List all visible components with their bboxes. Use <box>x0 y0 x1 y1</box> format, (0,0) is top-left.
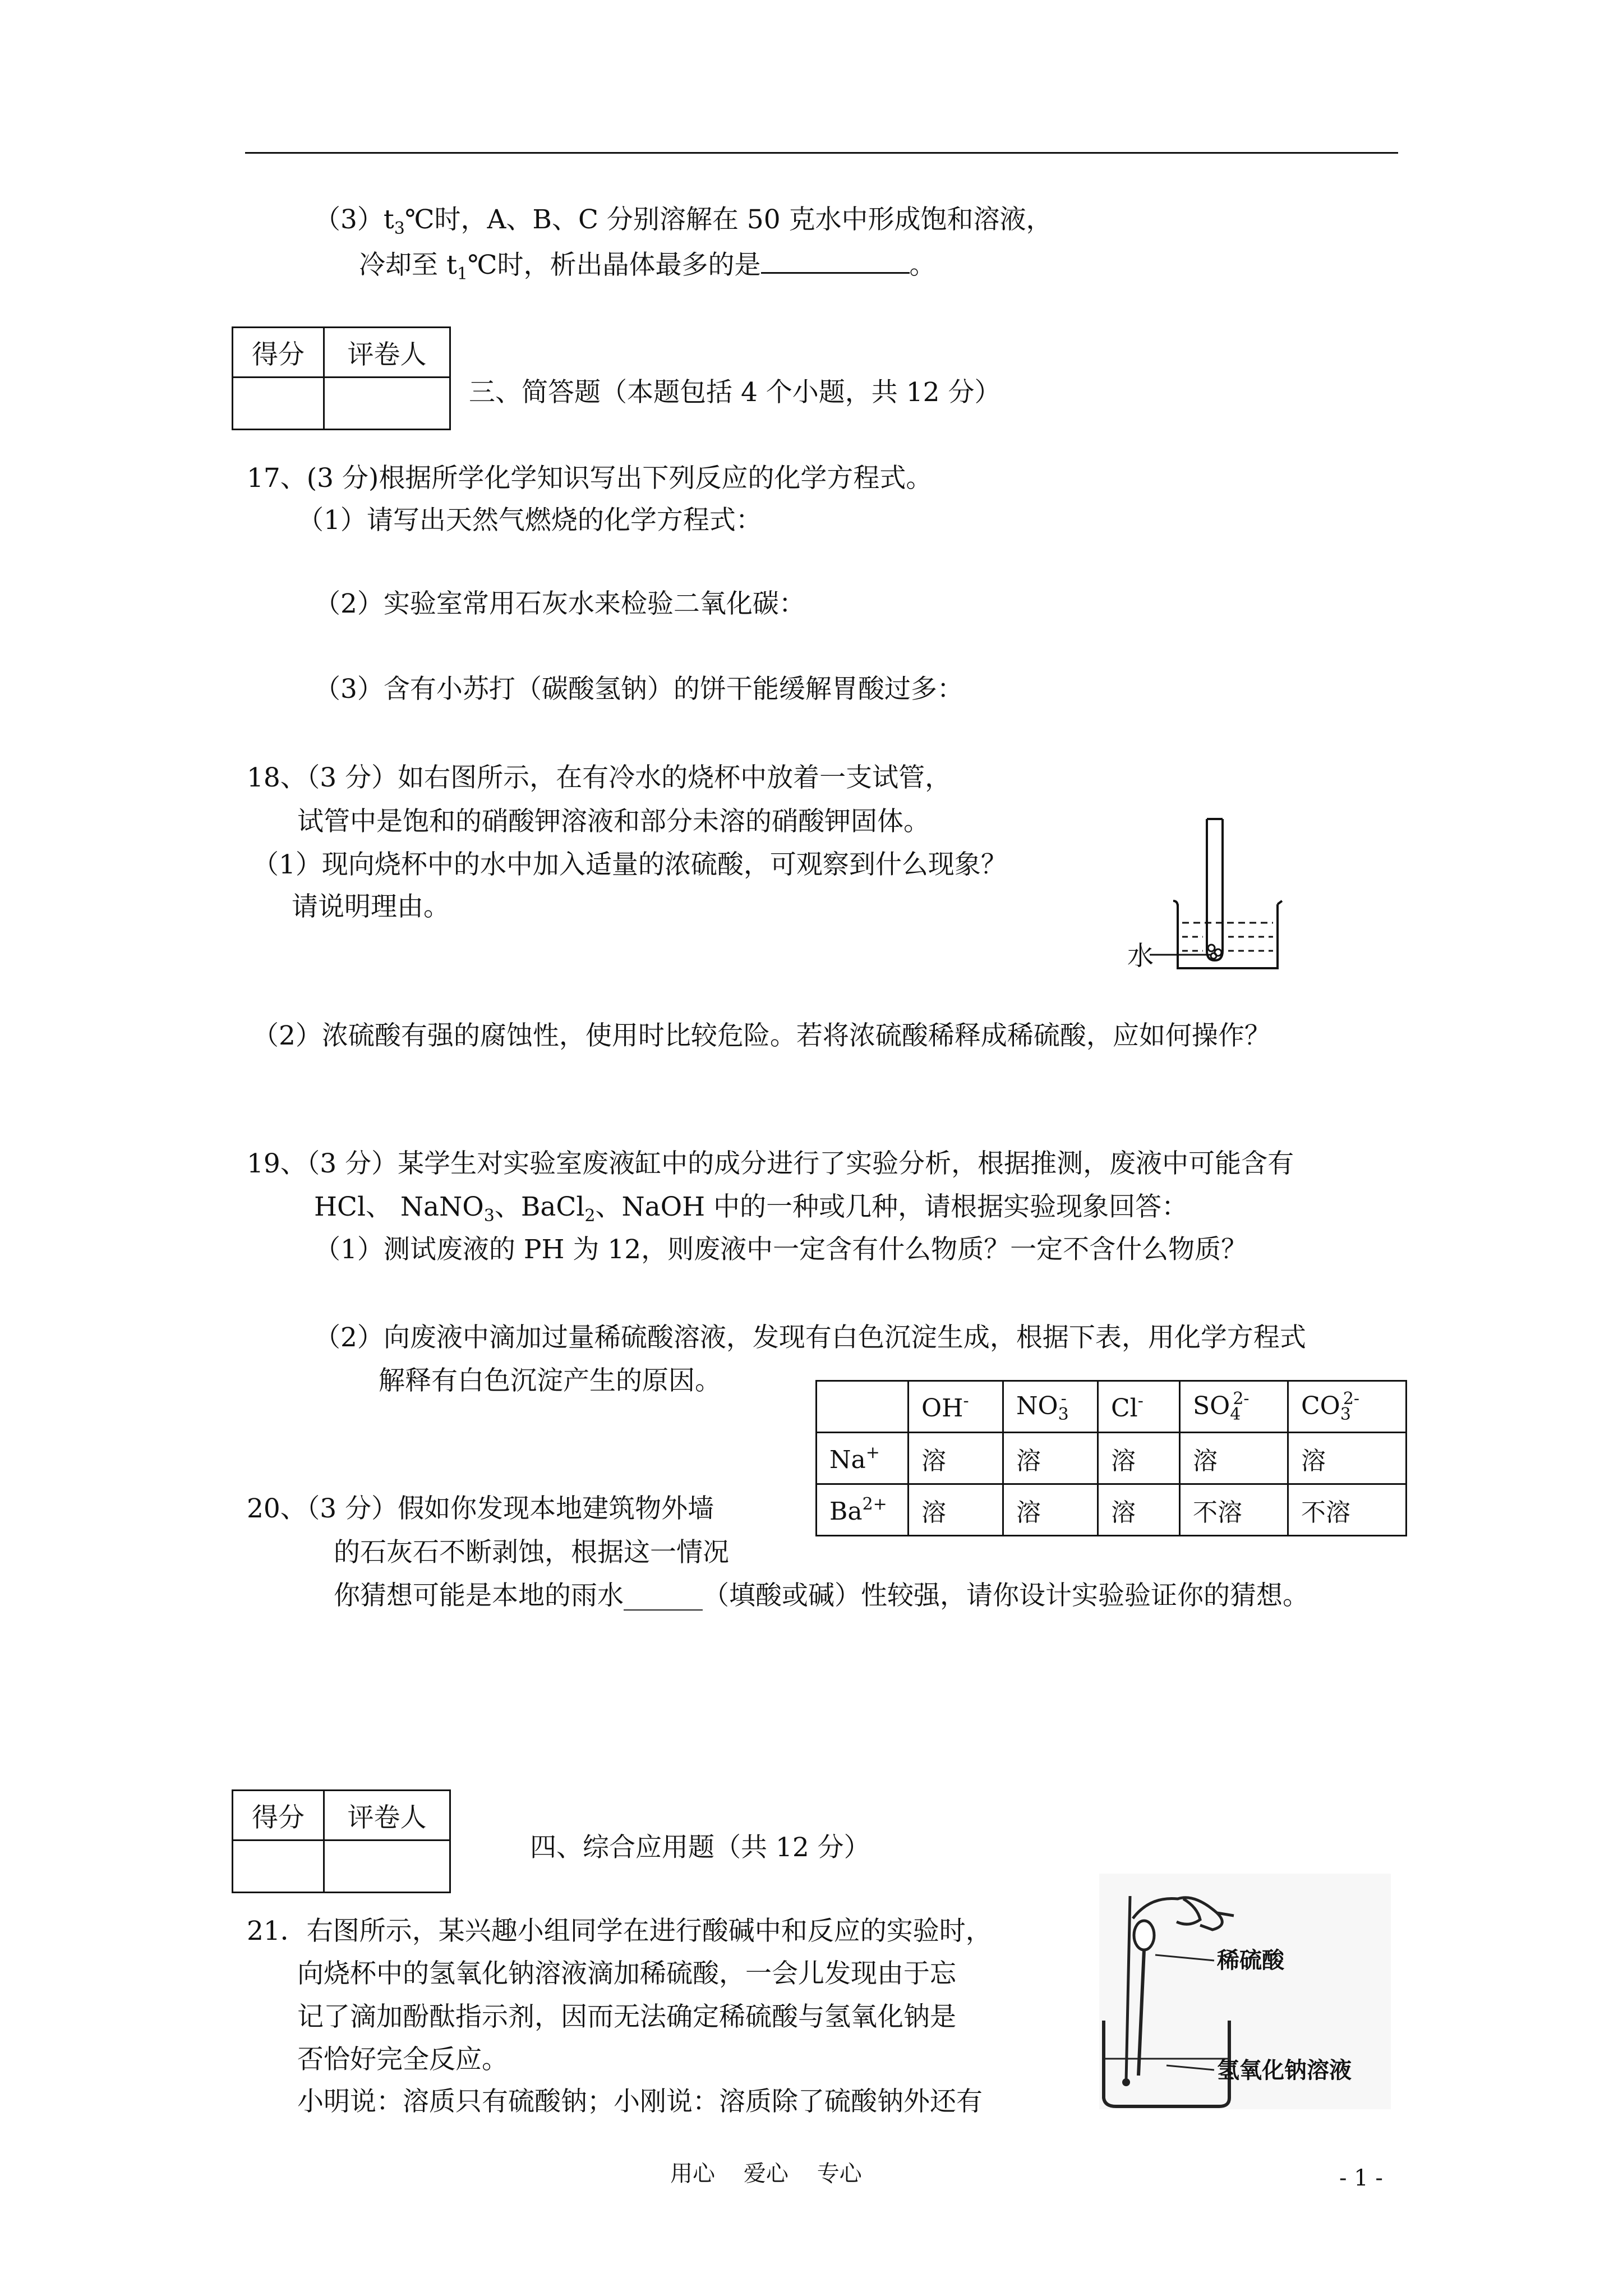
question-21-line5: 小明说：溶质只有硫酸钠；小刚说：溶质除了硫酸钠外还有 <box>297 2086 983 2117</box>
question-21-line1: 21．右图所示，某兴趣小组同学在进行酸碱中和反应的实验时， <box>247 1916 992 1947</box>
table-cell: 溶 <box>909 1484 1003 1536</box>
section-title: 四、综合应用题（共 12 分） <box>530 1832 870 1863</box>
table-header-cell: $NO_3^-$ <box>1003 1381 1098 1433</box>
table-header-cell: $CO_3^{2-}$ <box>1288 1381 1407 1433</box>
question-17-part1: （1）请写出天然气燃烧的化学方程式： <box>297 505 762 536</box>
question-21-line2: 向烧杯中的氢氧化钠溶液滴加稀硫酸，一会儿发现由于忘 <box>297 1958 956 1989</box>
footer-motto: 用心 爱心 专心 <box>670 2161 862 2187</box>
table-row <box>817 1484 1407 1536</box>
question-18-part1: （1）现向烧杯中的水中加入适量的浓硫酸，可观察到什么现象？ <box>252 849 1007 880</box>
question-19-stem-line2: HCl、 NaNO$_3$、BaCl$_2$、NaOH 中的一种或几种，请根据实验现象回答： <box>314 1191 1188 1226</box>
table-cell: 溶 <box>909 1433 1003 1484</box>
question-19-part2-line2: 解释有白色沉淀产生的原因。 <box>379 1365 721 1396</box>
header-rule <box>245 152 1398 154</box>
question-19-part2-line1: （2）向废液中滴加过量稀硫酸溶液，发现有白色沉淀生成，根据下表，用化学方程式 <box>314 1322 1306 1353</box>
page-number: - 1 - <box>1339 2165 1383 2191</box>
table-row <box>817 1433 1407 1484</box>
table-cell: 不溶 <box>1180 1484 1288 1536</box>
question-20-line2: 的石灰石不断剥蚀，根据这一情况 <box>334 1537 729 1568</box>
table-cell: 不溶 <box>1288 1484 1407 1536</box>
table-row-header: Na+ <box>817 1433 909 1484</box>
question-21-line3: 记了滴加酚酞指示剂，因而无法确定稀硫酸与氢氧化钠是 <box>297 2001 956 2032</box>
figure-label-water: 水 <box>1127 941 1154 972</box>
score-label: 得分 <box>233 1791 324 1841</box>
figure-label-sodium-hydroxide-solution: 氢氧化钠溶液 <box>1217 2058 1352 2083</box>
table-cell: 溶 <box>1003 1484 1098 1536</box>
table-header-cell <box>817 1381 909 1433</box>
question-18-stem-line1: 18、（3 分）如右图所示，在有冷水的烧杯中放着一支试管， <box>247 762 952 793</box>
q16-part3-line1: $(3)t_3℃$时，A、B、C 分别溶解在 50 克水中形成饱和溶液， <box>314 204 1053 238</box>
table-header-cell: Cl- <box>1098 1381 1180 1433</box>
question-17-stem: 17、(3 分)根据所学化学知识写出下列反应的化学方程式。 <box>247 463 933 494</box>
table-header-cell: OH- <box>909 1381 1003 1433</box>
question-18-part2: （2）浓硫酸有强的腐蚀性，使用时比较危险。若将浓硫酸稀释成稀硫酸，应如何操作？ <box>252 1020 1271 1051</box>
grader-cell[interactable] <box>324 378 450 430</box>
question-20-line3: 你猜想可能是本地的雨水______（填酸或碱）性较强，请你设计实验验证你的猜想。 <box>334 1580 1309 1611</box>
grader-label: 评卷人 <box>324 1791 450 1841</box>
figure-label-dilute-sulfuric-acid: 稀硫酸 <box>1217 1948 1284 1973</box>
score-cell[interactable] <box>233 1841 324 1893</box>
table-header-cell: $SO_4^{2-}$ <box>1180 1381 1288 1433</box>
answer-blank[interactable] <box>761 247 910 274</box>
table-cell: 溶 <box>1098 1433 1180 1484</box>
score-label: 得分 <box>233 328 324 378</box>
question-18-part1-reason: 请说明理由。 <box>292 891 450 922</box>
grader-cell[interactable] <box>324 1841 450 1893</box>
section-title: 三、简答题（本题包括 4 个小题，共 12 分） <box>469 377 1001 408</box>
table-row-header: $Ba^{2+}$ <box>817 1484 909 1536</box>
answer-blank[interactable]: ______ <box>624 1580 703 1611</box>
question-18-stem-line2: 试管中是饱和的硝酸钾溶液和部分未溶的硝酸钾固体。 <box>297 806 930 837</box>
score-table <box>232 326 451 430</box>
question-19-part1: （1）测试废液的 PH 为 12，则废液中一定含有什么物质？一定不含什么物质？ <box>314 1234 1248 1265</box>
question-19-stem-line1: 19、（3 分）某学生对实验室废液缸中的成分进行了实验分析，根据推测，废液中可能含有 <box>247 1148 1294 1179</box>
table-header-row <box>817 1381 1407 1433</box>
q16-part3-line2: 冷却至 $t_1℃$时，析出晶体最多的是 。 <box>359 247 936 291</box>
question-21-line4: 否恰好完全反应。 <box>297 2044 508 2075</box>
table-cell: 溶 <box>1288 1433 1407 1484</box>
question-17-part3: （3）含有小苏打（碳酸氢钠）的饼干能缓解胃酸过多： <box>314 674 963 705</box>
table-cell: 溶 <box>1098 1484 1180 1536</box>
question-17-part2: （2）实验室常用石灰水来检验二氧化碳： <box>314 588 805 619</box>
score-table <box>232 1789 451 1893</box>
solubility-table <box>815 1380 1407 1536</box>
question-20-line1: 20、（3 分）假如你发现本地建筑物外墙 <box>247 1493 714 1524</box>
table-cell: 溶 <box>1180 1433 1288 1484</box>
score-cell[interactable] <box>233 378 324 430</box>
table-cell: 溶 <box>1003 1433 1098 1484</box>
grader-label: 评卷人 <box>324 328 450 378</box>
